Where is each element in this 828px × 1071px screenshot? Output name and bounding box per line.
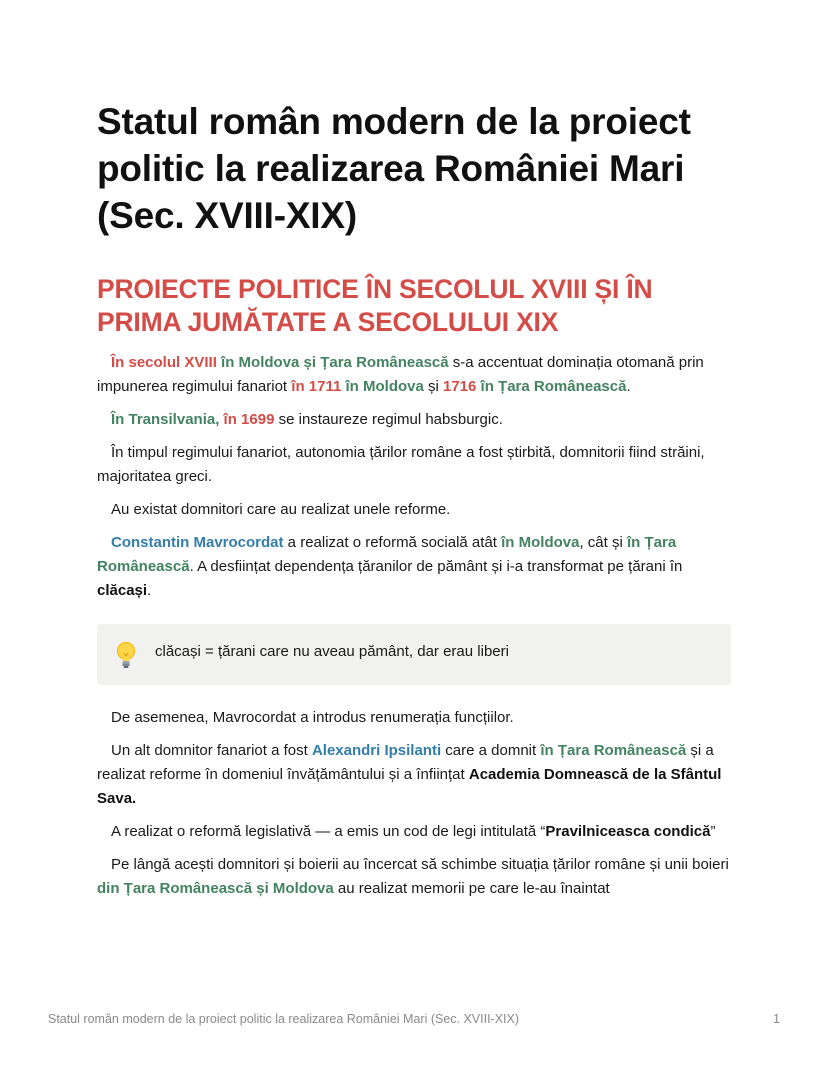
- paragraph: De asemenea, Mavrocordat a introdus renumerația funcțiilor.: [111, 709, 514, 726]
- section-heading: PROIECTE POLITICE ÎN SECOLUL XVIII ȘI ÎN PRIMA JUMĂTATE A SECOLULUI XIX: [97, 274, 653, 337]
- highlight-red: în 1699: [219, 411, 275, 428]
- paragraph: [97, 531, 731, 603]
- paragraph: [97, 351, 731, 399]
- text: și: [423, 378, 443, 395]
- paragraph: [97, 739, 731, 811]
- callout-box: [97, 624, 731, 685]
- text: . A desființat dependența țăranilor de pământ și i-a transformat pe țărani în: [189, 558, 683, 575]
- text: au realizat memorii pe care le-au înaintat: [333, 880, 610, 897]
- page-title: Statul român modern de la proiect politic la realizarea României Mari (Sec. XVIII-XIX): [97, 101, 691, 236]
- text: a realizat o reformă socială atât: [283, 534, 502, 551]
- bold-text: clăcași: [97, 582, 148, 599]
- document-page: [97, 98, 731, 901]
- text: Pe lângă acești domnitori și boierii au încercat să schimbe situația țărilor române și unii boieri: [111, 856, 729, 873]
- highlight-green: din Țara Românească și Moldova: [97, 880, 334, 897]
- paragraph: [97, 820, 731, 844]
- text: se instaureze regimul habsburgic.: [274, 411, 503, 428]
- text: care a domnit: [441, 742, 541, 759]
- callout-text: clăcași = țărani care nu aveau pământ, dar erau liberi: [155, 643, 509, 660]
- lightbulb-icon: [114, 641, 138, 671]
- highlight-green: în Țara Românească: [97, 534, 677, 575]
- highlight-green: în Țara Românească: [540, 742, 687, 759]
- highlight-green: în Moldova și Țara Românească: [216, 354, 449, 371]
- footer-title: Statul român modern de la proiect politic la realizarea României Mari (Sec. XVIII-XIX): [48, 1012, 520, 1026]
- text: , cât și: [579, 534, 627, 551]
- text: .: [626, 378, 631, 395]
- highlight-green: în Țara Românească: [476, 378, 627, 395]
- highlight-blue: Constantin Mavrocordat: [111, 534, 284, 551]
- paragraph: [97, 408, 731, 432]
- paragraph: În timpul regimului fanariot, autonomia țărilor române a fost știrbită, domnitorii fiind străini, majoritatea greci.: [97, 444, 705, 485]
- bold-text: Pravilniceasca condică: [545, 823, 711, 840]
- text: s-a accentuat dominația otomană prin impunerea regimului fanariot: [97, 354, 704, 395]
- highlight-green: în Moldova: [341, 378, 424, 395]
- text: A realizat o reformă legislativă — a emis un cod de legi intitulată “: [111, 823, 546, 840]
- highlight-red: în 1711: [291, 378, 342, 395]
- bold-text: Academia Domnească de la Sfântul Sava.: [97, 766, 722, 807]
- text: .: [147, 582, 152, 599]
- page-footer: [48, 1011, 780, 1027]
- highlight-green: În Transilvania,: [111, 411, 220, 428]
- highlight-green: în Moldova: [501, 534, 580, 551]
- paragraph: [97, 853, 731, 901]
- paragraph: Au existat domnitori care au realizat unele reforme.: [111, 501, 451, 518]
- text: și a realizat reforme în domeniul învățământului și a înființat: [97, 742, 714, 783]
- highlight-blue: Alexandri Ipsilanti: [311, 742, 442, 759]
- text: ”: [710, 823, 716, 840]
- text: Un alt domnitor fanariot a fost: [111, 742, 312, 759]
- highlight-red: În secolul XVIII: [111, 354, 217, 371]
- page-number: 1: [773, 1012, 780, 1026]
- highlight-red: 1716: [443, 378, 477, 395]
